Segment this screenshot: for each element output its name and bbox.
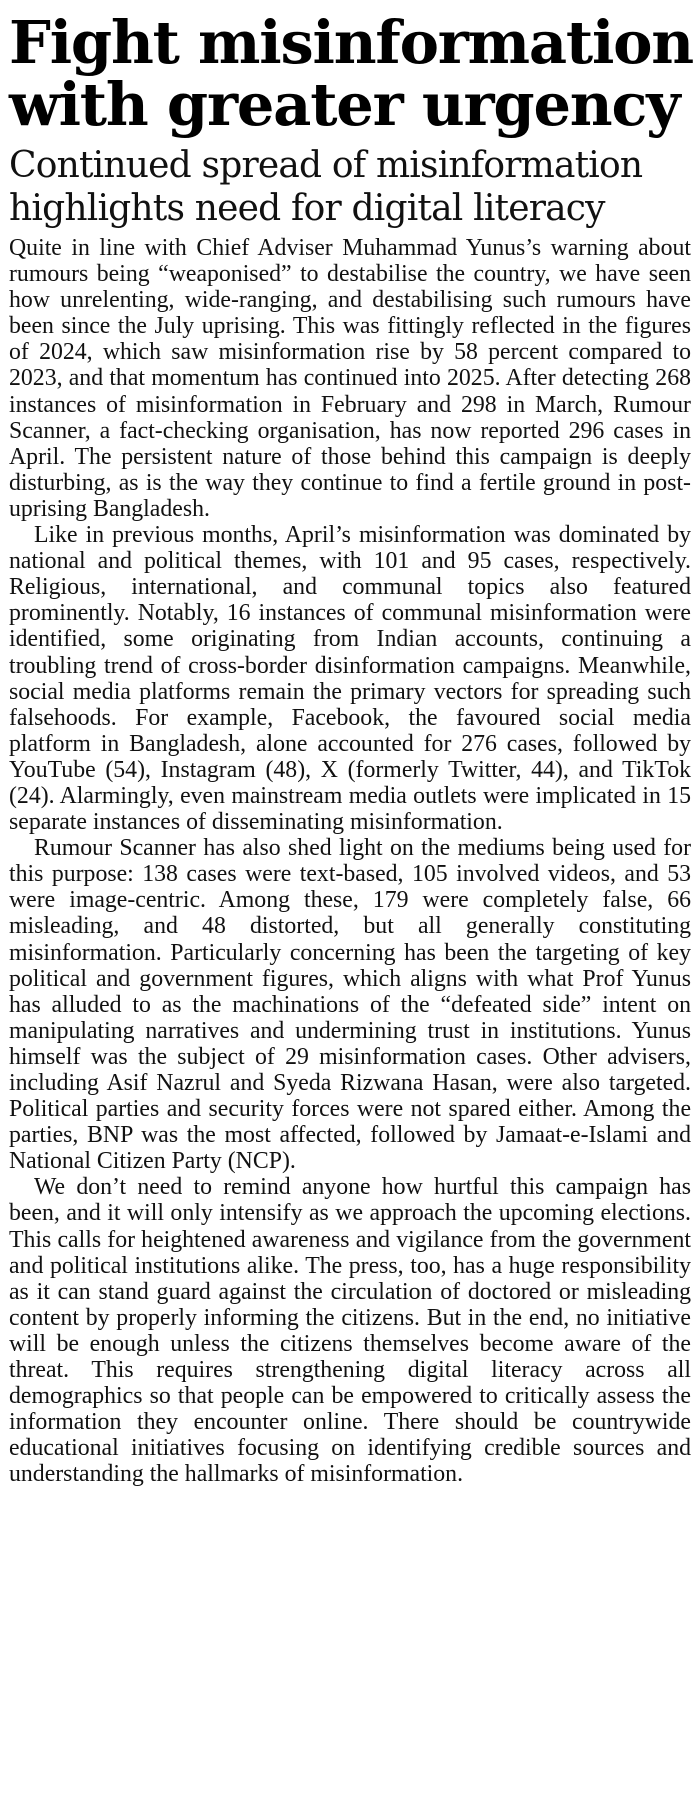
headline-line-2: with greater urgency xyxy=(9,70,680,139)
subheadline-line-1: Continued spread of misinformation xyxy=(9,145,643,186)
body-paragraph-4: We don’t need to remind anyone how hurtful this campaign has been, and it will only intensify as we approach the upcoming elections. This calls for heightened awareness and vigilance from the government and political institutions alike. The press, too, has a huge responsibility as it can stand guard against the circulation of doctored or misleading content by properly informing the citizens. But in the end, no initiative will be enough unless the citizens themselves become aware of the threat. This requires strengthening digital literacy across all demographics so that people can be empowered to critically assess the information they encounter online. There should be countrywide educational initiatives focusing on identifying credible sources and understanding the hallmarks of misinformation. xyxy=(9,1174,691,1488)
subheadline xyxy=(9,144,691,230)
body-paragraph-2: Like in previous months, April’s misinformation was dominated by national and political themes, with 101 and 95 cases, respectively. Religious, international, and communal topics also featured prominently. Notably, 16 instances of communal misinformation were identified, some originating from Indian accounts, continuing a troubling trend of cross-border disinformation campaigns. Meanwhile, social media platforms remain the primary vectors for spreading such falsehoods. For example, Facebook, the favoured social media platform in Bangladesh, alone accounted for 276 cases, followed by YouTube (54), Instagram (48), X (formerly Twitter, 44), and TikTok (24). Alarmingly, even mainstream media outlets were implicated in 15 separate instances of disseminating misinformation. xyxy=(9,522,691,836)
subheadline-line-2: highlights need for digital literacy xyxy=(9,188,605,229)
headline xyxy=(9,8,694,139)
headline-line-1: Fight misinformation xyxy=(9,8,694,77)
editorial-article xyxy=(9,8,694,1488)
article-body xyxy=(9,235,691,1488)
body-paragraph-3: Rumour Scanner has also shed light on the mediums being used for this purpose: 138 cases were text-based, 105 involved videos, and 53 were image-centric. Among these, 179 were completely false, 66 misleading, and 48 distorted, but all generally constituting misinformation. Particularly concerning has been the targeting of key political and government figures, which aligns with what Prof Yunus has alluded to as the machinations of the “defeated side” intent on manipulating narratives and undermining trust in institutions. Yunus himself was the subject of 29 misinformation cases. Other advisers, including Asif Nazrul and Syeda Rizwana Hasan, were also targeted. Political parties and security forces were not spared either. Among the parties, BNP was the most affected, followed by Jamaat-e-Islami and National Citizen Party (NCP). xyxy=(9,835,691,1175)
body-paragraph-1: Quite in line with Chief Adviser Muhammad Yunus’s warning about rumours being “weaponised” to destabilise the country, we have seen how unrelenting, wide-ranging, and destabilising such rumours have been since the July uprising. This was fittingly reflected in the figures of 2024, which saw misinformation rise by 58 percent compared to 2023, and that momentum has continued into 2025. After detecting 268 instances of misinformation in February and 298 in March, Rumour Scanner, a fact-checking organisation, has now reported 296 cases in April. The persistent nature of those behind this campaign is deeply disturbing, as is the way they continue to find a fertile ground in post-uprising Bangladesh. xyxy=(9,235,691,522)
